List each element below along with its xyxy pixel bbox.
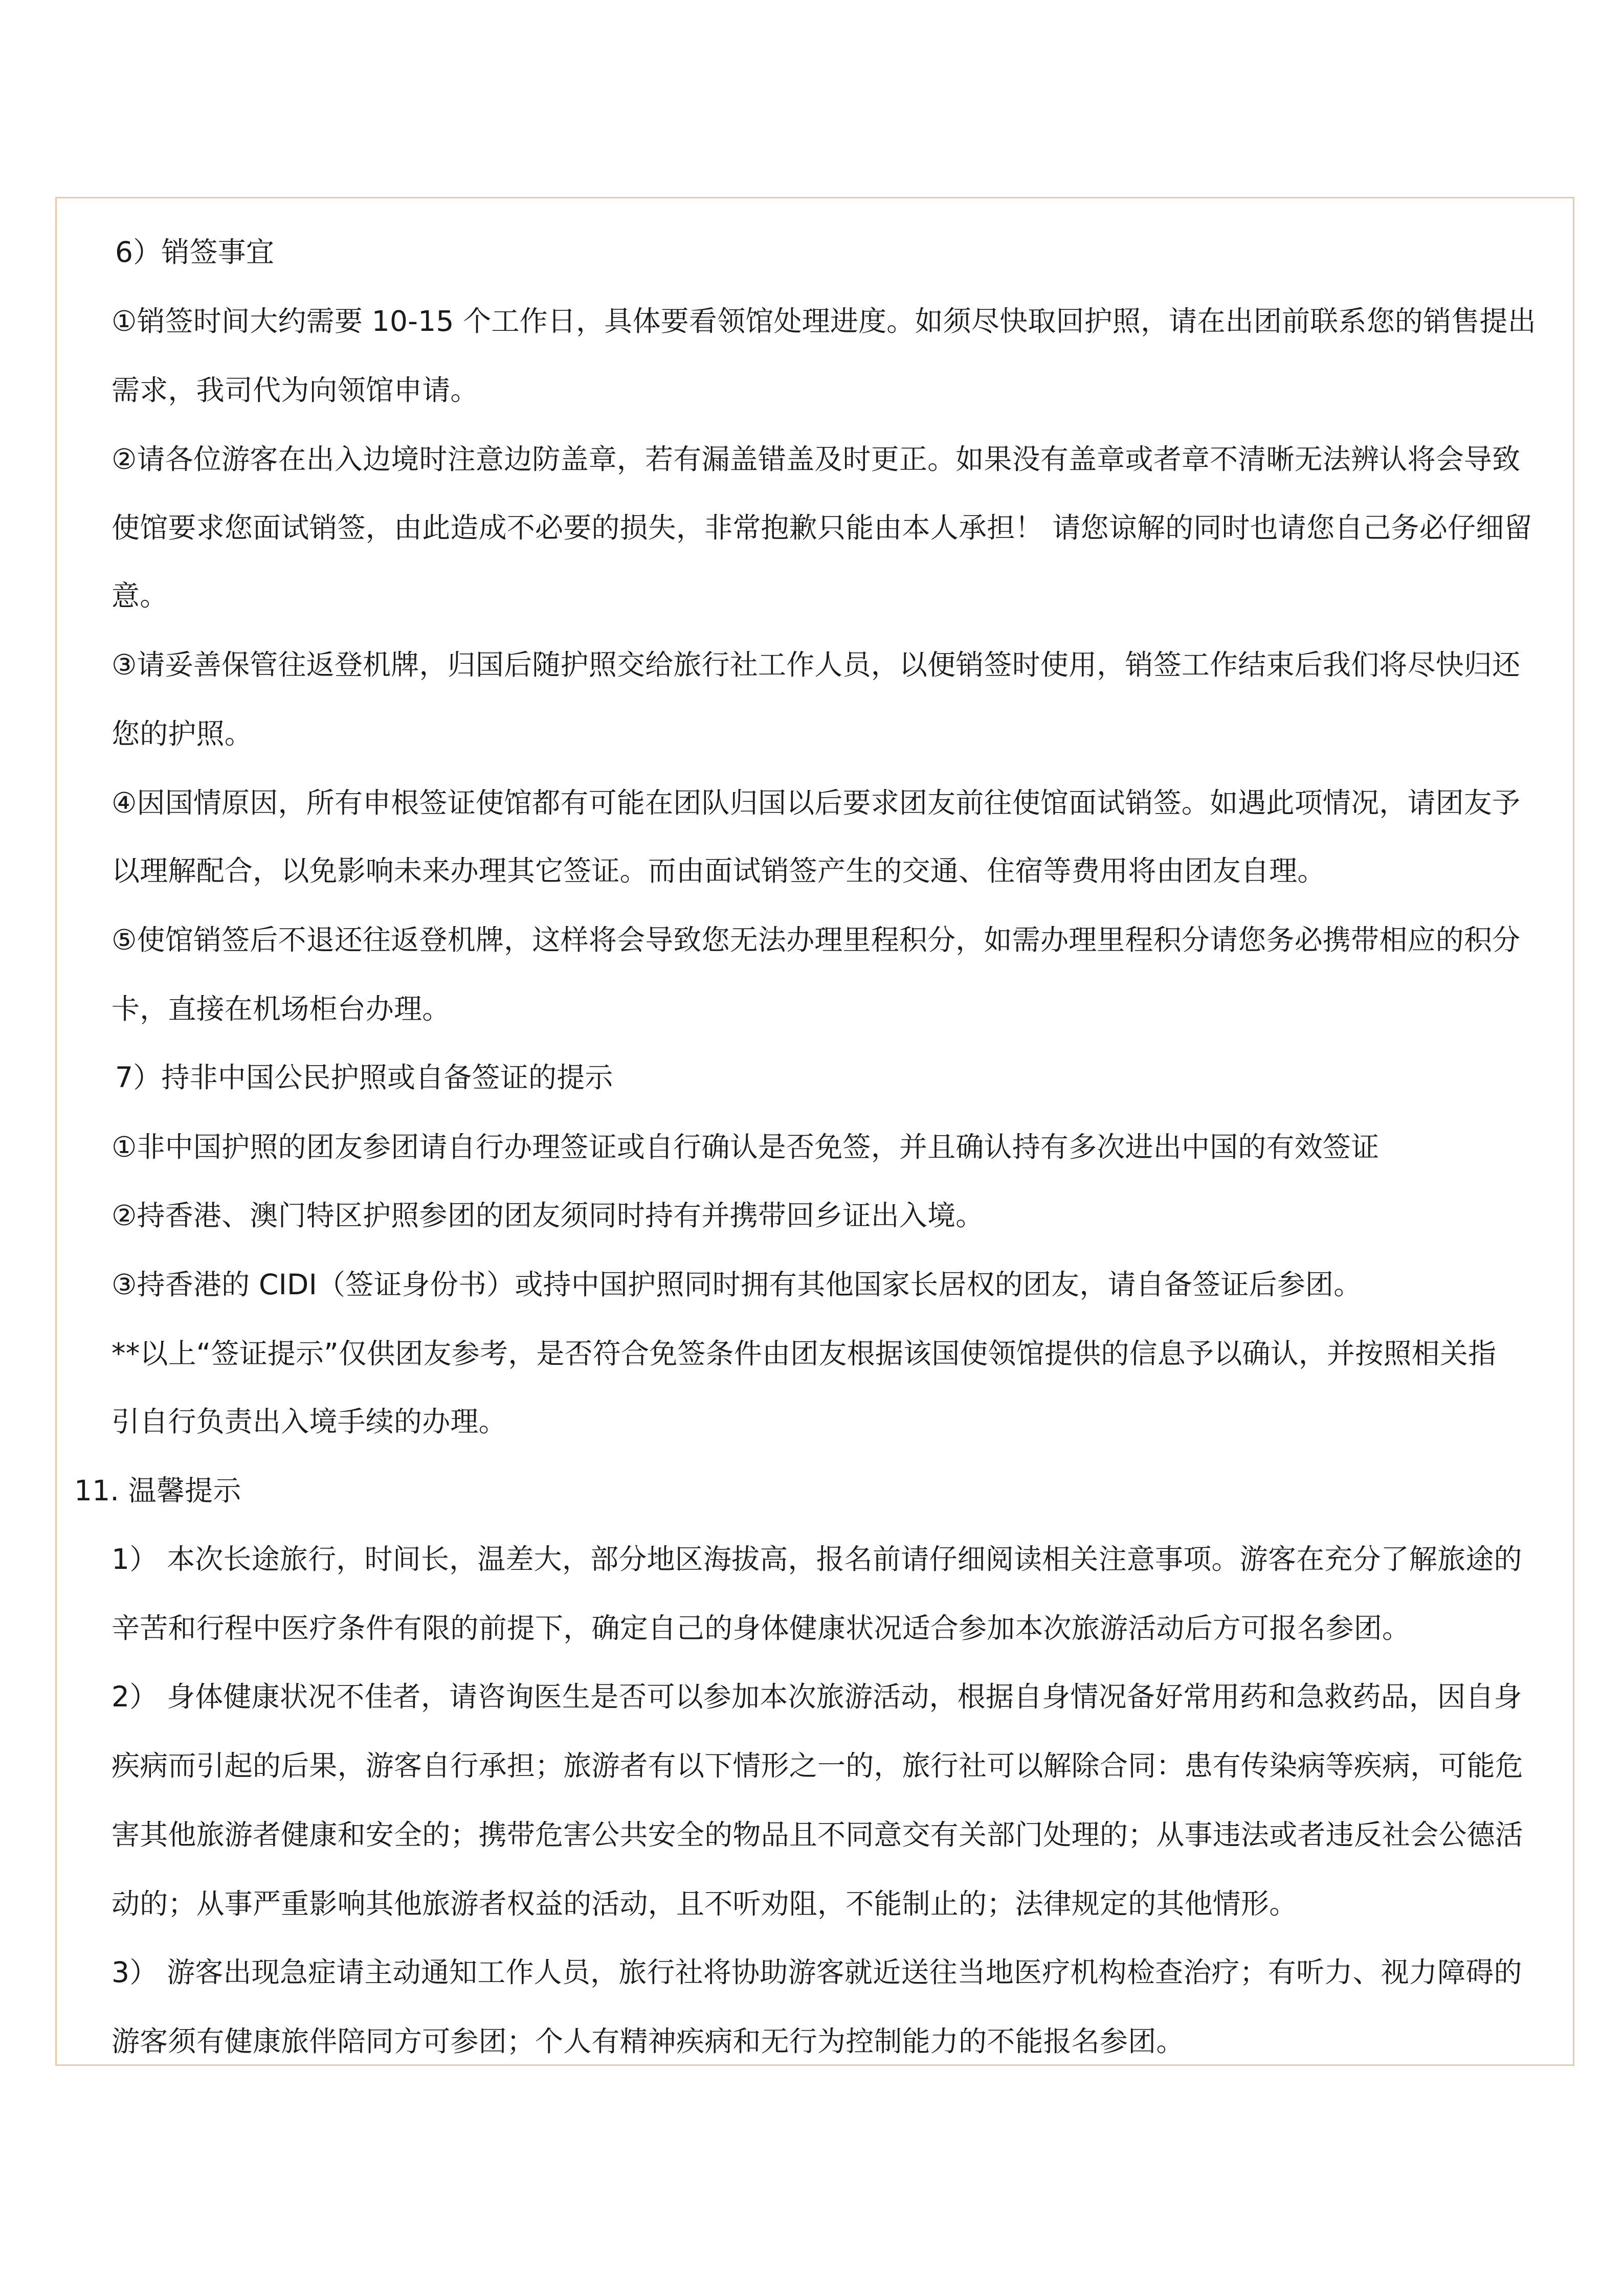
s6-item2-line3: 意。 bbox=[112, 579, 168, 612]
s7-item1: ①非中国护照的团友参团请自行办理签证或自行确认是否免签，并且确认持有多次进出中国的有效签证 bbox=[112, 1131, 1380, 1163]
s6-item5-line1: ⑤使馆销签后不退还往返登机牌，这样将会导致您无法办理里程积分，如需办理里程积分请您务必携带相应的积分 bbox=[112, 924, 1521, 956]
section-6-title: 6）销签事宜 bbox=[115, 236, 275, 268]
s6-item4-line1: ④因国情原因，所有申根签证使馆都有可能在团队归国以后要求团友前往使馆面试销签。如遇此项情况，请团友予 bbox=[112, 786, 1521, 819]
s11-item2-line1: 2） 身体健康状况不佳者，请咨询医生是否可以参加本次旅游活动，根据自身情况备好常用药和急救药品，因自身 bbox=[112, 1680, 1522, 1713]
s6-item4-line2: 以理解配合，以免影响未来办理其它签证。而由面试销签产生的交通、住宿等费用将由团友自理。 bbox=[112, 854, 1326, 887]
s6-item5-line2: 卡，直接在机场柜台办理。 bbox=[112, 993, 451, 1025]
s11-item2-line4: 动的；从事严重影响其他旅游者权益的活动，且不听劝阻，不能制止的；法律规定的其他情形。 bbox=[112, 1887, 1298, 1920]
s11-item1-line2: 辛苦和行程中医疗条件有限的前提下，确定自己的身体健康状况适合参加本次旅游活动后方可报名参团。 bbox=[112, 1612, 1411, 1645]
s11-item3-line2: 游客须有健康旅伴陪同方可参团；个人有精神疾病和无行为控制能力的不能报名参团。 bbox=[112, 2025, 1185, 2058]
s6-item1-line1: ①销签时间大约需要 10-15 个工作日，具体要看领馆处理进度。如须尽快取回护照，请在出团前联系您的销售提出 bbox=[112, 305, 1536, 337]
s11-item2-line3: 害其他旅游者健康和安全的；携带危害公共安全的物品且不同意交有关部门处理的；从事违法或者违反社会公德活 bbox=[112, 1818, 1524, 1851]
section-7-title: 7）持非中国公民护照或自备签证的提示 bbox=[115, 1061, 613, 1094]
s6-item3-line1: ③请妥善保管往返登机牌，归国后随护照交给旅行社工作人员，以便销签时使用，销签工作结束后我们将尽快归还 bbox=[112, 648, 1521, 681]
section-11-title: 11. 温馨提示 bbox=[74, 1474, 241, 1507]
s7-item3: ③持香港的 CIDI（签证身份书）或持中国护照同时拥有其他国家长居权的团友，请自备签证后参团。 bbox=[112, 1268, 1362, 1301]
s6-item3-line2: 您的护照。 bbox=[112, 717, 253, 750]
s11-item1-line1: 1） 本次长途旅行，时间长，温差大，部分地区海拔高，报名前请仔细阅读相关注意事项。游客在充分了解旅途的 bbox=[112, 1543, 1522, 1575]
s6-item1-line2: 需求，我司代为向领馆申请。 bbox=[112, 374, 479, 407]
s6-item2-line1: ②请各位游客在出入边境时注意边防盖章，若有漏盖错盖及时更正。如果没有盖章或者章不清晰无法辨认将会导致 bbox=[112, 443, 1521, 476]
s7-item2: ②持香港、澳门特区护照参团的团友须同时持有并携带回乡证出入境。 bbox=[112, 1199, 984, 1232]
s11-item3-line1: 3） 游客出现急症请主动通知工作人员，旅行社将协助游客就近送往当地医疗机构检查治疗；有听力、视力障碍的 bbox=[112, 1956, 1522, 1989]
s6-item2-line2: 使馆要求您面试销签，由此造成不必要的损失，非常抱歉只能由本人承担！ 请您谅解的同时也请您自己务必仔细留 bbox=[112, 511, 1532, 544]
s7-note-line2: 引自行负责出入境手续的办理。 bbox=[112, 1405, 507, 1438]
s7-note-line1: **以上“签证提示”仅供团友参考，是否符合免签条件由团友根据该国使领馆提供的信息予以确认，并按照相关指 bbox=[112, 1337, 1497, 1370]
s11-item2-line2: 疾病而引起的后果，游客自行承担；旅游者有以下情形之一的，旅行社可以解除合同：患有传染病等疾病，可能危 bbox=[112, 1749, 1524, 1782]
